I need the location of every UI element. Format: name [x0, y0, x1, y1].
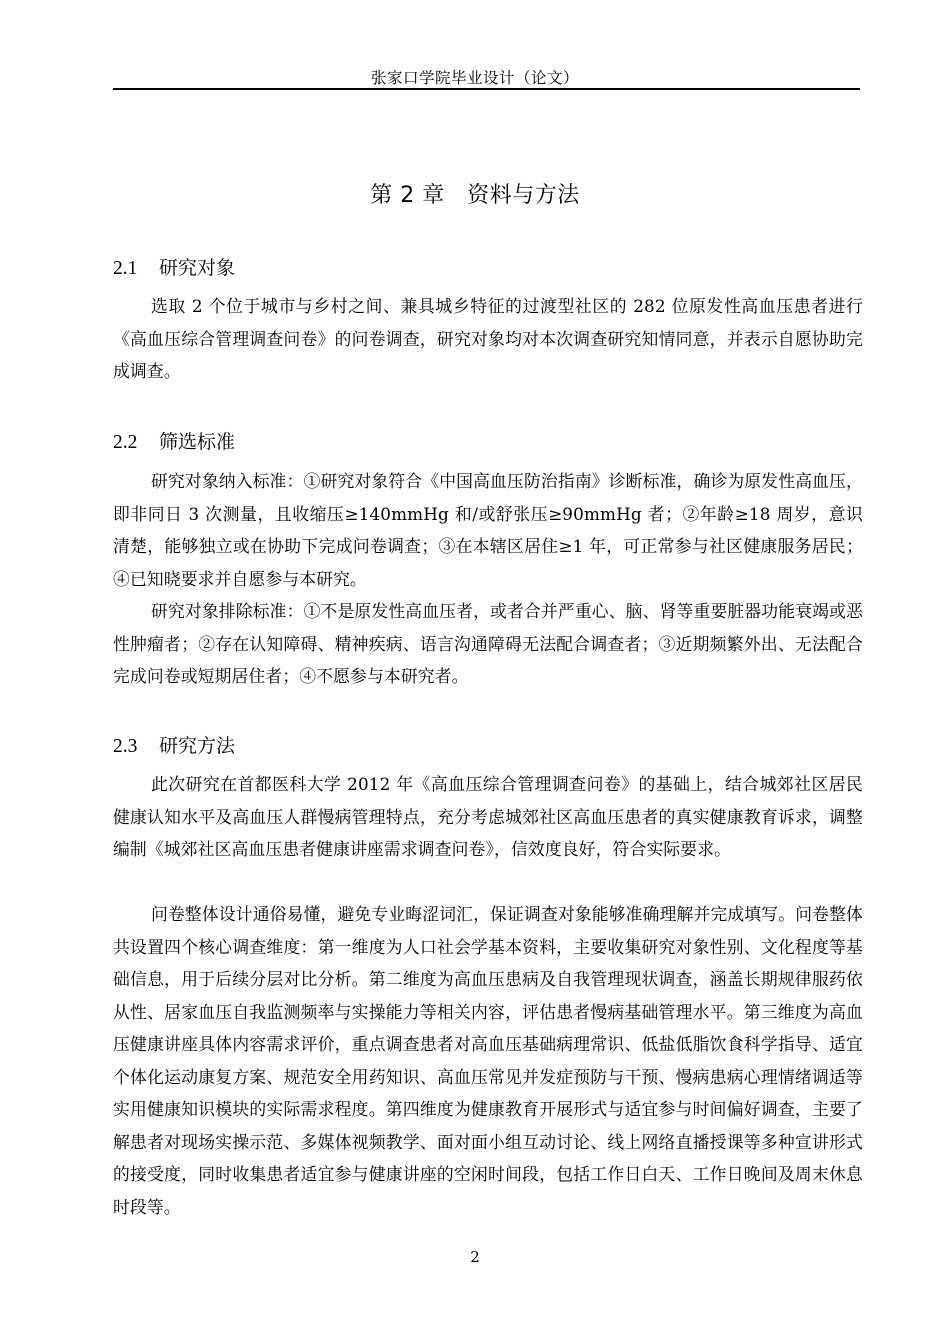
section-heading-2-1	[113, 253, 235, 280]
section-title: 筛选标准	[159, 431, 236, 453]
running-header: 张家口学院毕业设计（论文）	[370, 69, 579, 87]
section-number: 2.2	[113, 432, 138, 453]
section-title: 研究方法	[159, 735, 236, 757]
paragraph: 问卷整体设计通俗易懂，避免专业晦涩词汇，保证调查对象能够准确理解并完成填写。问卷整体共设置四个核心调查维度：第一维度为人口社会学基本资料，主要收集研究对象性别、文化程度等基础信息，用于后续分层对比分析。第二维度为高血压患病及自我管理现状调查，涵盖长期规律服药依从性、居家血压自我监测频率与实操能力等相关内容，评估患者慢病基础管理水平。第三维度为高血压健康讲座具体内容需求评价，重点调查患者对高血压基础病理常识、低盐低脂饮食科学指导、适宜个体化运动康复方案、规范安全用药知识、高血压常见并发症预防与干预、慢病患病心理情绪调适等实用健康知识模块的实际需求程度。第四维度为健康教育开展形式与适宜参与时间偏好调查，主要了解患者对现场实操示范、多媒体视频教学、面对面小组互动讨论、线上网络直播授课等多种宣讲形式的接受度，同时收集患者适宜参与健康讲座的空闲时间段，包括工作日白天、工作日晚间及周末休息时段等。	[113, 904, 863, 1217]
paragraph: 研究对象纳入标准：①研究对象符合《中国高血压防治指南》诊断标准，确诊为原发性高血压，即非同日 3 次测量，且收缩压≥140mmHg 和/或舒张压≥90mmHg 者；②年龄≥18 周岁，意识清楚，能够独立或在协助下完成问卷调查；③在本辖区居住≥1 年，可正常参与社区健康服务居民；④已知晓要求并自愿参与本研究。	[113, 471, 863, 589]
section-heading-2-2	[113, 427, 235, 454]
page-number: 2	[470, 1248, 480, 1266]
paragraph: 研究对象排除标准：①不是原发性高血压者，或者合并严重心、脑、肾等重要脏器功能衰竭或恶性肿瘤者；②存在认知障碍、精神疾病、语言沟通障碍无法配合调查者；③近期频繁外出、无法配合完成问卷或短期居住者；④不愿参与本研究者。	[113, 601, 863, 686]
section-number: 2.1	[113, 258, 138, 279]
paragraph: 选取 2 个位于城市与乡村之间、兼具城乡特征的过渡型社区的 282 位原发性高血压患者进行《高血压综合管理调查问卷》的问卷调查，研究对象均对本次调查研究知情同意，并表示自愿协助完成调查。	[113, 296, 863, 381]
section-heading-2-3	[113, 731, 235, 758]
section-number: 2.3	[113, 736, 138, 757]
header-divider	[113, 88, 860, 90]
chapter-title: 第 2 章 资料与方法	[370, 183, 580, 208]
section-title: 研究对象	[159, 257, 236, 279]
paragraph: 此次研究在首都医科大学 2012 年《高血压综合管理调查问卷》的基础上，结合城郊社区居民健康认知水平及高血压人群慢病管理特点，充分考虑城郊社区高血压患者的真实健康教育诉求，调整编制《城郊社区高血压患者健康讲座需求调查问卷》，信效度良好，符合实际要求。	[113, 774, 863, 859]
